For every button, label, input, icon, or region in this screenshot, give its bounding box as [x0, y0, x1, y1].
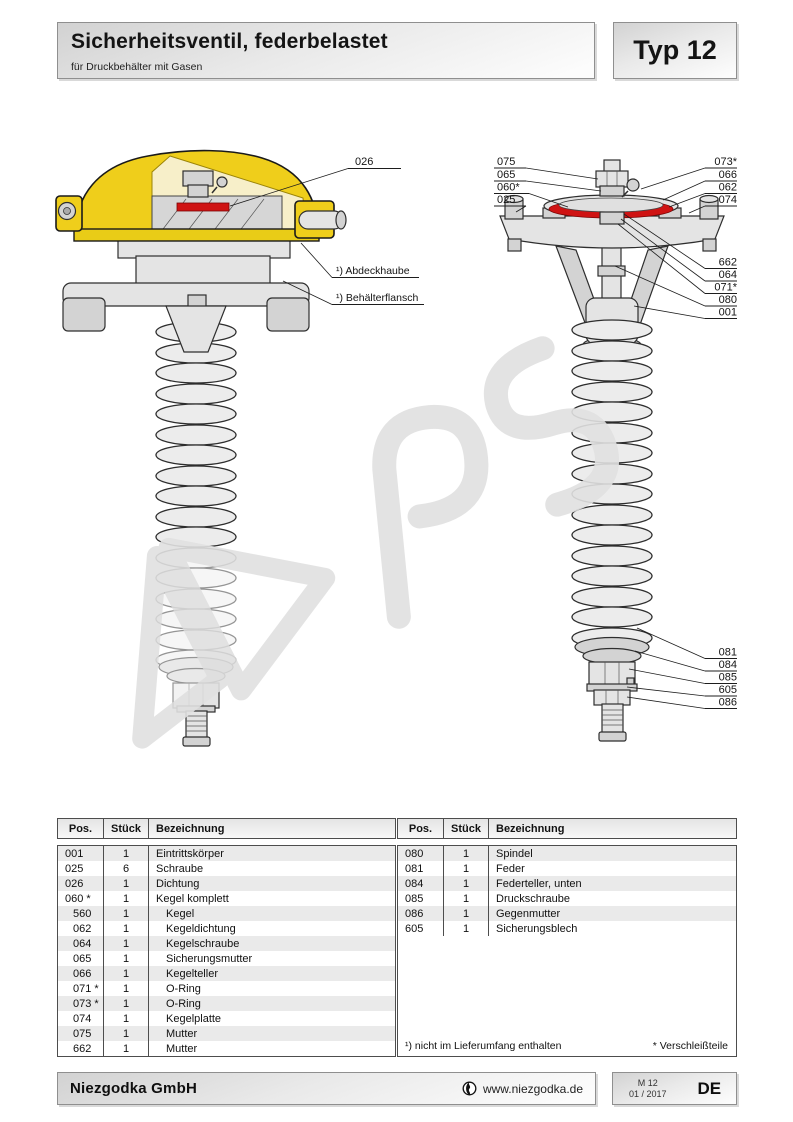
table-row: [58, 981, 395, 996]
cell-pos: 026: [58, 876, 104, 891]
cell-pos: 085: [398, 891, 444, 906]
cell-name: Kegelschraube: [166, 937, 240, 950]
cell-pos: 025: [58, 861, 104, 876]
cell-name: Kegelplatte: [166, 1012, 222, 1025]
flange-foot-right: [267, 298, 309, 331]
cell-name: Mutter: [166, 1027, 198, 1040]
table-row: [58, 996, 395, 1011]
table-row: [58, 1026, 395, 1041]
cell-qty: 1: [104, 966, 149, 981]
table-row: [58, 906, 395, 921]
cap-nut-lower: [188, 185, 208, 197]
cover-cap: [56, 151, 346, 241]
cell-name: Mutter: [166, 1042, 198, 1055]
cell-name: Kegel: [166, 907, 195, 920]
cell-pos: 065: [58, 951, 104, 966]
parts-table-left: [57, 818, 396, 1057]
table-header: [57, 818, 396, 839]
cell-name: O-Ring: [166, 997, 201, 1010]
cell-pos: 081: [398, 861, 444, 876]
table-row: [398, 876, 736, 891]
cell-pos: 066: [58, 966, 104, 981]
cap-nut: [183, 171, 213, 186]
table-row: [398, 846, 736, 861]
footnote-delivery: ¹) nicht im Lieferumfang enthalten: [405, 1039, 562, 1052]
cell-pos: 074: [58, 1011, 104, 1026]
cell-pos: 073 *: [58, 996, 104, 1011]
cell-qty: 1: [104, 1041, 149, 1056]
internal-mechanism: [152, 196, 282, 233]
top-nut: [596, 171, 628, 187]
cell-qty: 1: [104, 1026, 149, 1041]
callout-label: 066: [718, 169, 737, 181]
cell-name: Federteller, unten: [496, 877, 582, 890]
cell-qty: 1: [444, 921, 489, 936]
cell-name: Schraube: [156, 862, 204, 875]
callout-label: 071*: [714, 281, 737, 294]
cell-name: Spindel: [496, 847, 533, 860]
cell-qty: 1: [104, 1011, 149, 1026]
cell-qty: 1: [104, 891, 149, 906]
cell-pos: 075: [58, 1026, 104, 1041]
callout-label: 080: [718, 294, 737, 306]
cell-qty: 1: [444, 891, 489, 906]
table-body-right: [397, 845, 737, 1057]
cell-pos: 064: [58, 936, 104, 951]
table-row: [58, 1011, 395, 1026]
callout-label: 001: [718, 306, 737, 319]
cell-name: Eintrittskörper: [156, 847, 224, 860]
cell-qty: 1: [104, 921, 149, 936]
table-row: [58, 876, 395, 891]
table-footnote: [398, 1037, 736, 1056]
callout-label: 081: [718, 646, 737, 659]
cell-pos: 071 *: [58, 981, 104, 996]
callout-label: 075: [497, 156, 516, 168]
right-top-assembly: [500, 160, 724, 251]
table-row: [398, 861, 736, 876]
cell-pos: 001: [58, 846, 104, 861]
footer-company-box: [57, 1072, 596, 1105]
cell-name: Sicherungsmutter: [166, 952, 253, 965]
callout-label: 084: [718, 659, 737, 671]
header-pos: Pos.: [398, 819, 444, 838]
cell-qty: 1: [444, 876, 489, 891]
cell-qty: 1: [104, 906, 149, 921]
cell-pos: 662: [58, 1041, 104, 1056]
valve-body-lower: [136, 256, 270, 286]
parts-table-right: [397, 818, 737, 1057]
header-pos: Pos.: [58, 819, 104, 838]
cell-name: Kegelteller: [166, 967, 218, 980]
header-name: Bezeichnung: [496, 822, 565, 835]
cap-rim: [74, 229, 319, 241]
globe-icon: [462, 1081, 477, 1096]
callout-label: 086: [718, 696, 737, 709]
cell-qty: 1: [104, 936, 149, 951]
callout-label: 064: [718, 269, 737, 281]
cell-pos: 086: [398, 906, 444, 921]
table-row: [398, 906, 736, 921]
cell-qty: 1: [104, 846, 149, 861]
doc-meta: [613, 1073, 683, 1104]
table-row: [398, 891, 736, 906]
lock-nut: [600, 186, 624, 196]
title-box: [57, 22, 595, 79]
footnote-wear-parts: * Verschleißteile: [652, 1039, 728, 1052]
type-badge: Typ 12: [633, 35, 717, 65]
table-body-left: [57, 845, 396, 1057]
type-badge-box: [613, 22, 737, 79]
split-pin-ball: [627, 179, 639, 191]
header-name: Bezeichnung: [156, 822, 225, 835]
callout-label: 062: [718, 181, 737, 194]
table-row: [58, 966, 395, 981]
callout-label: 060*: [497, 181, 520, 194]
cell-name: Kegeldichtung: [166, 922, 236, 935]
footer-doc-box: [612, 1072, 737, 1105]
cell-name: Sicherungsblech: [496, 922, 578, 935]
doc-number: M 12: [637, 1077, 658, 1088]
cell-pos: 560: [58, 906, 104, 921]
cell-name: O-Ring: [166, 982, 201, 995]
website-group: [462, 1081, 595, 1096]
spindle-collar: [598, 266, 625, 276]
language-code: DE: [697, 1078, 722, 1098]
cell-name: Feder: [496, 862, 525, 875]
page-subtitle: für Druckbehälter mit Gasen: [71, 61, 203, 73]
table-row: [58, 1041, 395, 1056]
cell-name: Gegenmutter: [496, 907, 561, 920]
table-row: [398, 921, 736, 936]
drawing-note-cover: ¹) Abdeckhaube: [336, 265, 410, 277]
callout-label: 065: [497, 169, 516, 181]
cell-qty: 1: [444, 906, 489, 921]
seal-ring-red: [177, 203, 229, 211]
website-url: www.niezgodka.de: [482, 1081, 583, 1096]
callout-label: 662: [718, 256, 737, 269]
table-row: [58, 921, 395, 936]
cell-name: Kegel komplett: [156, 892, 229, 905]
right-bottom-hardware: [575, 638, 649, 742]
header-qty: Stück: [444, 819, 489, 838]
callout-label: 026: [355, 156, 374, 168]
cell-pos: 062: [58, 921, 104, 936]
table-row: [58, 951, 395, 966]
callout-label: 073*: [714, 156, 737, 168]
page-title: Sicherheitsventil, federbelastet: [71, 30, 388, 53]
vent-pin: [217, 177, 227, 187]
cell-pos: 084: [398, 876, 444, 891]
header-qty: Stück: [104, 819, 149, 838]
cell-qty: 1: [104, 951, 149, 966]
wps-watermark: [66, 342, 632, 746]
cell-qty: 1: [104, 981, 149, 996]
table-row: [58, 846, 395, 861]
callout-label: 085: [718, 671, 737, 684]
doc-date: 01 / 2017: [628, 1088, 667, 1099]
table-row: [58, 861, 395, 876]
cell-qty: 1: [104, 996, 149, 1011]
drawing-note-flange: ¹) Behälterflansch: [336, 292, 419, 304]
cell-pos: 080: [398, 846, 444, 861]
cell-name: Dichtung: [156, 877, 200, 890]
cell-qty: 1: [444, 846, 489, 861]
callout-label: 074: [718, 194, 737, 206]
callout-label: 605: [718, 684, 737, 696]
flange-foot-left: [63, 298, 105, 331]
cone-nut: [600, 212, 624, 224]
table-row: [58, 936, 395, 951]
cell-qty: 1: [104, 876, 149, 891]
company-name: Niezgodka GmbH: [70, 1080, 197, 1097]
cell-name: Druckschraube: [496, 892, 570, 905]
table-row: [58, 891, 395, 906]
table-header: [397, 818, 737, 839]
callout-label: 025: [497, 194, 516, 206]
cell-qty: 1: [444, 861, 489, 876]
cell-pos: 605: [398, 921, 444, 936]
cell-pos: 060 *: [58, 891, 104, 906]
cell-qty: 6: [104, 861, 149, 876]
